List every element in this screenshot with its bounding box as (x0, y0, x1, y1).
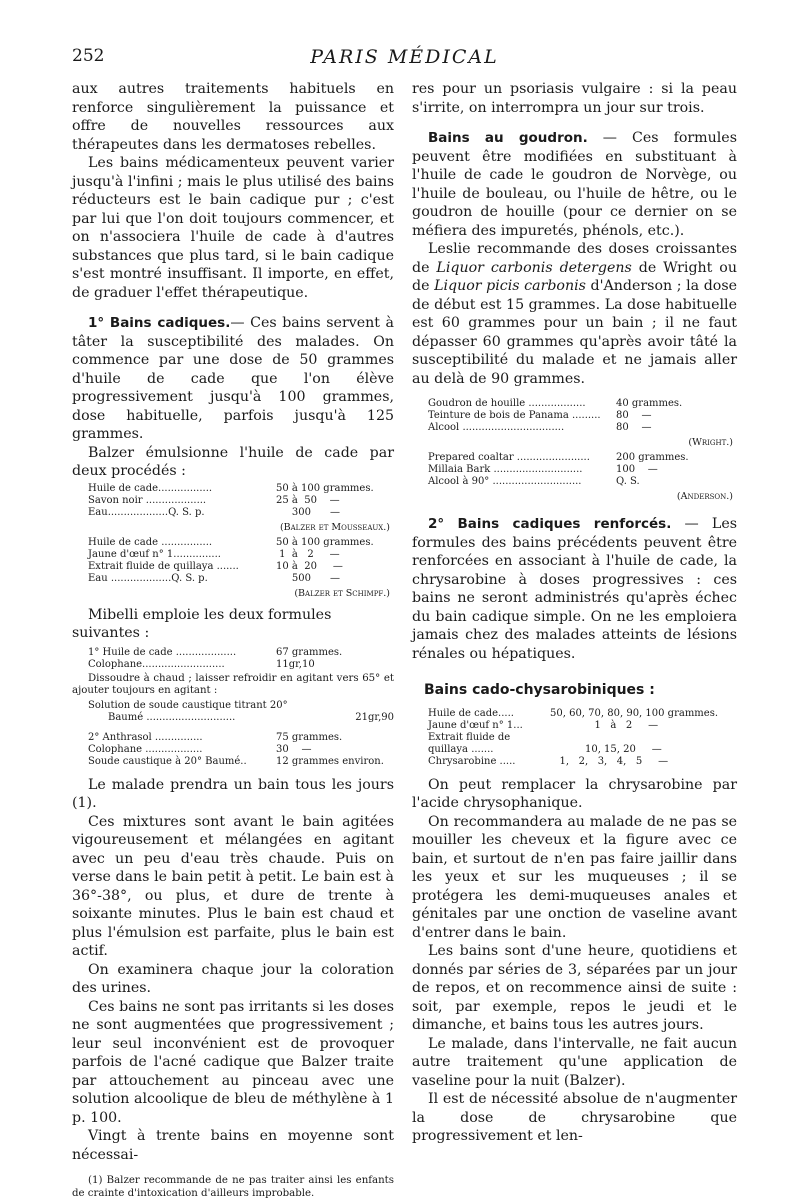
formula-row (88, 732, 384, 744)
formula-row (88, 647, 342, 659)
formula-dose: 10, 15, 20 — (550, 743, 662, 755)
formula-ingredient: Colophane.......................... (88, 658, 225, 670)
formula-ingredient: Colophane .................. (88, 743, 203, 755)
formula-dose: 40 grammes. (616, 398, 683, 409)
formula-row (88, 483, 374, 495)
section-bains-cadiques (72, 314, 394, 444)
formula-row (428, 756, 718, 768)
section-bains-goudron (412, 129, 737, 240)
formula-ingredient: Huile de cade ................ (88, 536, 213, 548)
formula-ingredient: Chrysarobine ..... (428, 755, 516, 767)
formula-dose: 50, 60, 70, 80, 90, 100 grammes. (550, 707, 719, 719)
formula-dose (546, 732, 718, 744)
formula-dose: 300 — (276, 506, 341, 518)
section-text: — Ces formules peuvent être modifiées en substituant à l'huile de cade le goudron de Norvège, ou l'huile de bouleau, ou l'huile de hêtre, ou le goudron de houille (pour ce dernier on se méfiera des impuretés, phénols, etc.). (412, 130, 737, 239)
formula-ingredient: Alcool ................................ (428, 422, 565, 433)
formula-row (428, 410, 682, 422)
paragraph: Ces mixtures sont avant le bain agitées vigoureusement et mélangées en agitant avec un peu d'eau très chaude. Puis on verse dans le bain petit à petit. Le bain est à 36°-38°, ou plus, et dure de trente à soixante minutes. Plus le bain est chaud et plus l'émulsion est parfaite, plus le bain est actif. (72, 813, 394, 959)
formula-ingredient: Alcool à 90° ............................ (428, 476, 582, 487)
footnote: (1) Balzer recommande de ne pas traiter ainsi les enfants de crainte d'intoxication d'ailleurs improbable. (72, 1175, 394, 1199)
formula-ingredient: Goudron de houille .................. (428, 398, 586, 409)
paragraph: Les bains médicamenteux peuvent varier jusqu'à l'infini ; mais le plus utilisé des bains réducteurs est le bain cadique pur ; c'est par lui que l'on doit toujours commencer, et on n'associera l'huile de cade à d'autres substances que plus tard, si le bain cadique s'est montré insuffisant. Il importe, en effet, de graduer l'effet thérapeutique. (72, 155, 394, 301)
formula-dose: 80 — (616, 410, 652, 421)
paragraph: On examinera chaque jour la coloration des urines. (72, 961, 394, 996)
page-header (72, 46, 737, 72)
section-text: — Ces bains servent à tâter la susceptibilité des malades. On commence par une dose de 50 grammes d'huile de cade que l'on élève progressivement jusqu'à 100 grammes, dose habituelle, parfois jusqu'à 125 grammes. (72, 315, 394, 442)
formula-row (428, 422, 682, 434)
formula-dose: 200 grammes. (616, 452, 689, 463)
text-italic: Liquor picis carbonis (434, 278, 586, 294)
formula-credit: (Balzer et Mousseaux.) (279, 521, 390, 533)
formula-ingredient: Huile de cade................. (88, 482, 213, 494)
formula-ingredient: 1° Huile de cade ................... (88, 646, 237, 658)
formula-table-1 (88, 483, 374, 519)
formula-dose: 50 à 100 grammes. (276, 482, 374, 494)
paragraph: Balzer émulsionne l'huile de cade par deux procédés : (72, 444, 394, 479)
formula-ingredient: Eau ...................Q. S. p. (88, 572, 208, 584)
paragraph: Il est de nécessité absolue de n'augmenter la dose de chrysarobine que progressivement et len- (412, 1091, 737, 1144)
formula-row (428, 744, 718, 756)
formula-row (88, 744, 384, 756)
paragraph: Vingt à trente bains en moyenne sont nécessai- (72, 1128, 394, 1163)
formula-ingredient: Teinture de bois de Panama ......... (428, 410, 601, 421)
formula-dose: 75 grammes. (276, 731, 343, 743)
formula-dose: 50 à 100 grammes. (276, 536, 374, 548)
text-run: de Wright ou de (412, 259, 737, 294)
formula-row (428, 732, 718, 744)
formula-credit: (Balzer et Schimpf.) (294, 587, 390, 599)
formula-ingredient: Savon noir ................... (88, 494, 207, 506)
text-italic: Liquor carbonis detergens (436, 259, 632, 276)
formula-ingredient: Baumé ............................ (108, 711, 236, 723)
paragraph-leslie (412, 240, 737, 388)
right-column (412, 80, 737, 1146)
formula-table-6 (428, 452, 689, 488)
formula-credit: (Anderson.) (676, 491, 733, 502)
paragraph: Les bains sont d'une heure, quotidiens et donnés par séries de 3, séparées par un jour de repos, et on recommence ainsi de suite : soit, par exemple, repos le jeudi et le dimanche, et bains tous les autres jours. (412, 943, 737, 1033)
paragraph: On peut remplacer la chrysarobine par l'acide chrysophanique. (412, 776, 737, 811)
formula-dose: 10 à 20 — (276, 560, 343, 572)
formula-row (88, 659, 342, 671)
formula-row (428, 398, 682, 410)
formula-dose: 21gr,90 (355, 711, 394, 723)
formula-row (428, 708, 718, 720)
formula-row (88, 549, 374, 561)
formula-ingredient: Extrait fluide de (428, 731, 511, 743)
section-title: 1° Bains cadiques. (88, 315, 231, 331)
section-text: — Les formules des bains précédents peuvent être renforcées en associant à l'huile de cade, la chrysarobine à doses progressives : ces bains ne seront administrés qu'après échec du bain cadique simple. On ne les emploiera jamais chez des malades atteints de lésions rénales ou hépatiques. (412, 516, 738, 662)
formula-ingredient: Eau...................Q. S. p. (88, 506, 205, 518)
formula-row (428, 476, 689, 488)
formula-table-2 (88, 537, 374, 585)
paragraph: Le malade prendra un bain tous les jours (1). (72, 776, 394, 811)
formula-dose: 80 — (616, 422, 652, 433)
formula-row (88, 712, 394, 724)
formula-row (88, 756, 384, 768)
formula-credit: (Wright.) (688, 437, 733, 448)
formula-table-7 (428, 708, 718, 768)
paragraph: res pour un psoriasis vulgaire : si la peau s'irrite, on interrompra un jour sur trois. (412, 81, 737, 116)
text-run: Leslie recommande des doses croissantes de (412, 241, 737, 276)
journal-title: PARIS MÉDICAL (310, 46, 499, 68)
formula-row (428, 720, 718, 732)
formula-ingredient: quillaya ....... (428, 743, 494, 755)
formula-row (88, 561, 374, 573)
formula-dose: 25 à 50 — (276, 494, 340, 506)
section-title: Bains cado-chysarobiniques : (424, 682, 655, 698)
formula-table-4 (88, 732, 384, 768)
formula-row (88, 700, 394, 712)
formula-dose: 30 — (276, 743, 312, 755)
formula-ingredient: Soude caustique à 20° Baumé.. (88, 755, 247, 767)
formula-ingredient: Extrait fluide de quillaya ....... (88, 560, 239, 572)
paragraph: Mibelli emploie les deux formules suivantes : (72, 606, 332, 641)
formula-row (428, 452, 689, 464)
formula-ingredient: 2° Anthrasol ............... (88, 731, 203, 743)
left-column (72, 80, 394, 1200)
formula-ingredient: Solution de soude caustique titrant 20° (88, 699, 288, 711)
formula-ingredient: Jaune d'œuf n° 1............... (88, 548, 221, 560)
formula-row (88, 507, 374, 519)
section-title: Bains au goudron. (428, 130, 588, 146)
formula-ingredient: Prepared coaltar ....................... (428, 452, 590, 463)
formula-ingredient: Huile de cade..... (428, 707, 514, 719)
section-title: 2° Bains cadiques renforcés. (428, 516, 672, 532)
formula-dose: 11gr,10 (276, 658, 315, 670)
formula-dose: Q. S. (616, 476, 640, 487)
formula-dose: 1, 2, 3, 4, 5 — (550, 755, 669, 767)
formula-dose: 100 — (616, 464, 658, 475)
formula-ingredient: Jaune d'œuf n° 1... (428, 719, 523, 731)
formula-row (88, 537, 374, 549)
formula-row (428, 464, 689, 476)
paragraph: aux autres traitements habituels en renforce singulièrement la puissance et offre de nouvelles ressources aux thérapeutes dans les dermatoses rebelles. (72, 81, 394, 153)
formula-dose: 1 à 2 — (550, 719, 659, 731)
formula-note: Dissoudre à chaud ; laisser refroidir en agitant vers 65° et ajouter toujours en agitant : (72, 672, 394, 696)
page-number: 252 (72, 46, 105, 66)
formula-row (88, 495, 374, 507)
formula-dose: 67 grammes. (276, 646, 343, 658)
formula-dose: 1 à 2 — (276, 548, 340, 560)
formula-table-5 (428, 398, 682, 434)
paragraph: Ces bains ne sont pas irritants si les doses ne sont augmentées que progressivement ; leur seul inconvénient est de provoquer parfois de l'acné cadique que Balzer traite par attouchement au pinceau avec une solution alcoolique de bleu de méthylène à 1 p. 100. (72, 998, 394, 1126)
formula-row (88, 573, 374, 585)
formula-dose: 12 grammes environ. (276, 755, 384, 767)
section-bains-renforces (412, 515, 737, 663)
paragraph: Le malade, dans l'intervalle, ne fait aucun autre traitement qu'une application de vaseline pour la nuit (Balzer). (412, 1035, 737, 1089)
paragraph: On recommandera au malade de ne pas se mouiller les cheveux et la figure avec ce bain, et surtout de n'en pas faire jaillir dans les yeux et sur les muqueuses ; il se protégera les demi-muqueuses anales et génitales par une onction de vaseline avant d'entrer dans le bain. (412, 813, 737, 941)
formula-table-3b (88, 700, 394, 724)
formula-table-3 (88, 647, 342, 671)
formula-ingredient: Millaia Bark ............................ (428, 464, 583, 475)
text-run: d'Anderson ; la dose de début est 15 grammes. La dose habituelle est 60 grammes pour un bain ; il ne faut dépasser 60 grammes qu'après avoir tâté la susceptibilité du malade et ne jamais aller au delà de 90 grammes. (412, 278, 737, 387)
formula-dose: 500 — (276, 572, 341, 584)
